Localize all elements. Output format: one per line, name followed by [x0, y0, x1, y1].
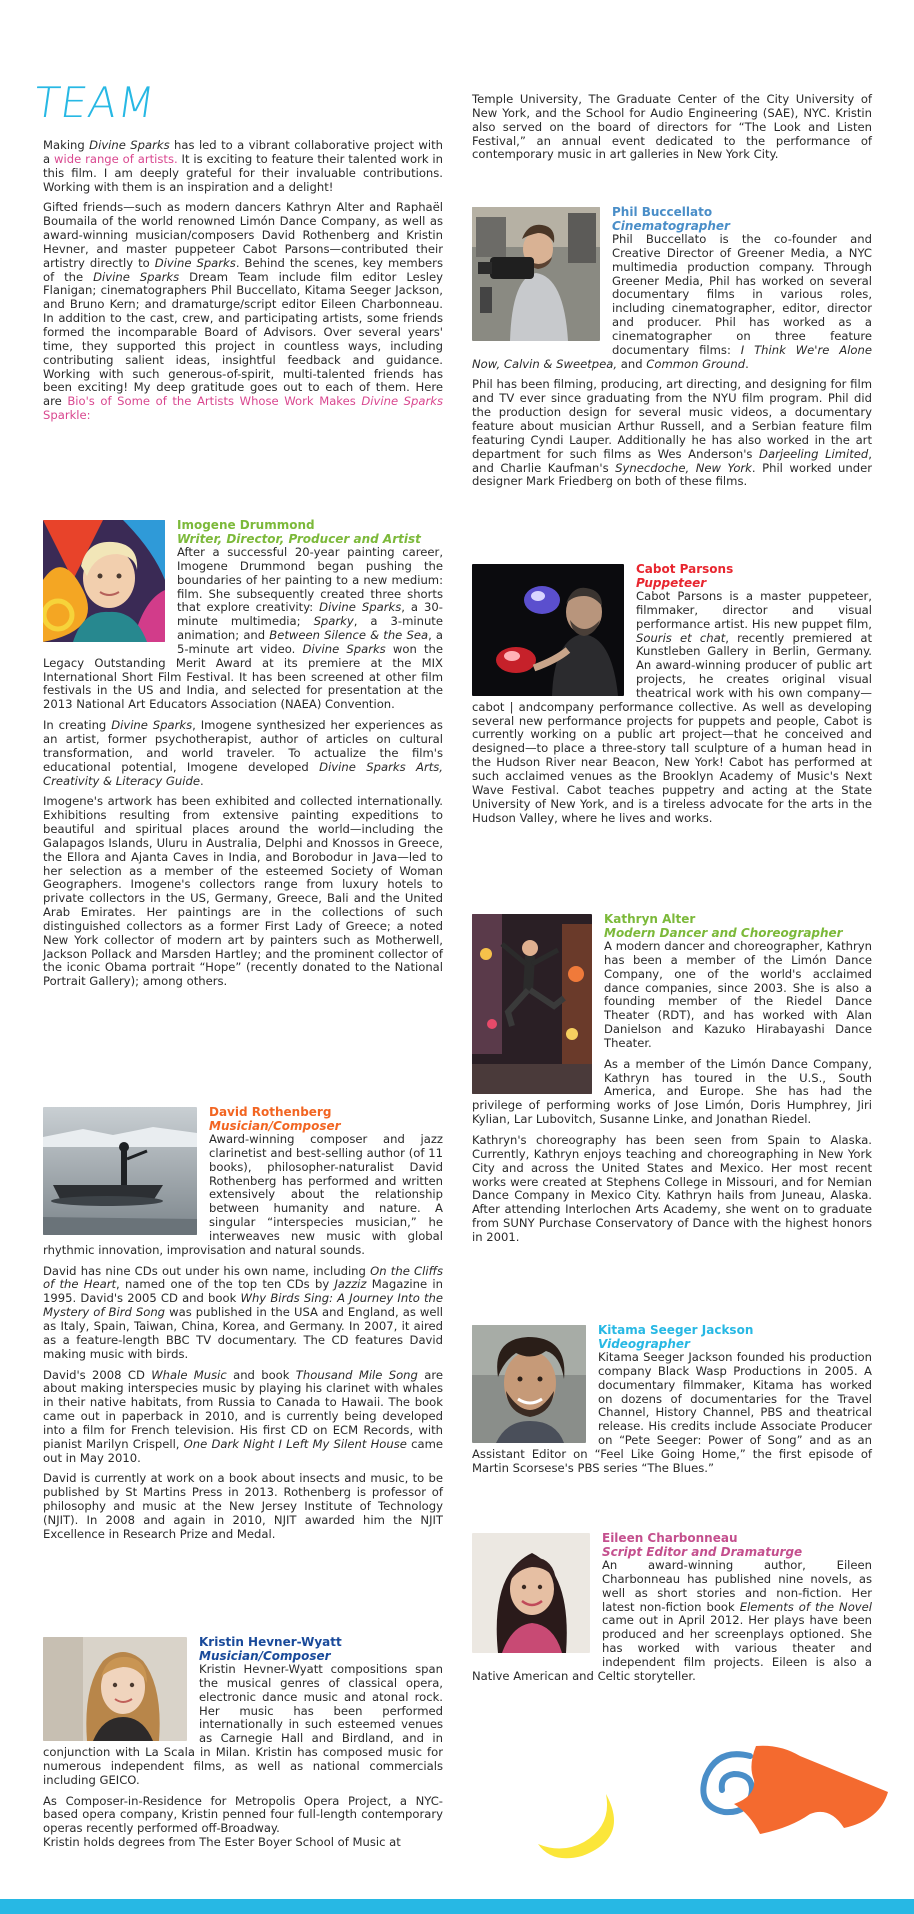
- imogene-paragraph-2: In creating Divine Sparks, Imogene synthesized her experiences as an artist, former psychotherapist, author of articles on cultural transformation, and world traveler. To actualize the film's educational potential, Imogene developed Divine Sparks Arts, Creativity & Literacy Guide.: [43, 718, 443, 788]
- bio-imogene: [43, 518, 443, 996]
- phil-role: Cinematographer: [612, 219, 730, 233]
- yellow-crescent-decoration: [536, 1792, 622, 1866]
- bios-link[interactable]: Bio's of Some of the Artists Whose Work Makes Divine Sparks Sparkle:: [43, 394, 443, 423]
- kathryn-role: Modern Dancer and Choreographer: [604, 926, 843, 940]
- kathryn-paragraph-1: A modern dancer and choreographer, Kathryn has been a member of the Limón Dance Company, one of the world's acclaimed dance companies, since 2003. She is also a founding member of the Riedel Dance Theater (RDT), and has worked with Alan Danielson and Kazuko Hirabayashi Dance Theater.: [604, 939, 872, 1050]
- eileen-role: Script Editor and Dramaturge: [602, 1545, 803, 1559]
- imogene-role: Writer, Director, Producer and Artist: [177, 532, 421, 546]
- bio-cabot: [472, 562, 872, 832]
- kitama-name: Kitama Seeger Jackson: [598, 1323, 754, 1337]
- phil-paragraph-1: Phil Buccellato is the co-founder and Creative Director of Greener Media, a NYC multimedia production company. Through Greener Media, Phil has worked on several documentary films in various roles, including cinematographer, editor, director and producer. Phil has worked as a cinematographer on three feature documentary films: I Think We're Alone Now, Calvin & Sweetpea, and Common Ground.: [472, 232, 872, 371]
- kathryn-photo: [472, 914, 592, 1094]
- david-paragraph-4: David is currently at work on a book about insects and music, to be published by St Martins Press in 2013. Rothenberg is professor of philosophy and music at the New Jersey Institute of Technology (NJIT). In 2008 and again in 2010, NJIT awarded him the NJIT Excellence in Research Prize and Medal.: [43, 1471, 443, 1541]
- cabot-role: Puppeteer: [636, 576, 707, 590]
- page-title: TEAM: [30, 78, 159, 127]
- imogene-name: Imogene Drummond: [177, 518, 315, 532]
- bio-david: [43, 1105, 443, 1549]
- artists-link[interactable]: wide range of artists.: [54, 151, 178, 166]
- phil-photo: [472, 207, 600, 341]
- bio-kristin: [43, 1635, 443, 1857]
- intro-paragraph-1: Making Divine Sparks has led to a vibrant collaborative project with a wide range of artists. It is exciting to feature their talented work in this film. I am deeply grateful for their invaluable contributions. Working with them is an inspiration and a delight!: [43, 138, 444, 194]
- imogene-paragraph-3: Imogene's artwork has been exhibited and collected internationally. Exhibitions resulting from extensive painting expeditions to beautiful and spiritual places around the world—including the Galapagos Islands, Uluru in Australia, Delphi and Knossos in Greece, the Ellora and Ajanta Caves in India, and Borobodur in Java—led to her selection as a member of the esteemed Society of Woman Geographers. Imogene's collectors range from luxury hotels to private collectors in the US, Germany, Greece, Bali and the United Arab Emirates. Her paintings are in the collections of such distinguished collectors as a former First Lady of Greece; a noted New York collector of modern art by painters such as Motherwell, Jackson Pollack and Marsden Hartley; and the prominent collector of the iconic Obama portrait “Hope” (recently donated to the National Portrait Gallery); among others.: [43, 794, 443, 989]
- bio-kitama: [472, 1323, 872, 1483]
- cabot-photo: [472, 564, 624, 696]
- david-photo: [43, 1107, 197, 1235]
- imogene-photo: [43, 520, 165, 642]
- kristin-role: Musician/Composer: [199, 1649, 331, 1663]
- kristin-paragraph-3-start: Kristin holds degrees from The Ester Boyer School of Music at: [43, 1835, 401, 1850]
- kathryn-name: Kathryn Alter: [604, 912, 696, 926]
- kitama-role: Videographer: [598, 1337, 690, 1351]
- phil-name: Phil Buccellato: [612, 205, 713, 219]
- eileen-photo: [472, 1533, 590, 1653]
- imogene-paragraph-1: After a successful 20-year painting career, Imogene Drummond began pushing the boundaries of her painting to a new medium: film. She subsequently created three shorts that explore creativity: Divine Sparks, a 30-minute multimedia; Sparky, a 3-minute animation; and Between Silence & the Sea, a 5-minute art video. Divine Sparks won the Legacy Outstanding Merit Award at its premiere at the MIX International Short Film Festival. It has been screened at other film festivals in the US and India, and selected for presentation at the 2013 National Art Educators Association (NAEA) Convention.: [43, 545, 443, 712]
- kitama-photo: [472, 1325, 586, 1443]
- eileen-name: Eileen Charbonneau: [602, 1531, 738, 1545]
- intro-paragraph-2: Gifted friends—such as modern dancers Kathryn Alter and Raphaël Boumaila of the world renowned Limón Dance Company, as well as award-winning musician/composers David Rothenberg and Kristin Hevner, and master puppeteer Cabot Parsons—contributed their artistry directly to Divine Sparks. Behind the scenes, key members of the Divine Sparks Dream Team include film editor Lesley Flanigan; cinematographers Phil Buccellato, Kitama Seeger Jackson, and Bruno Kern; and dramaturge/script editor Eileen Charbonneau. In addition to the cast, crew, and participating artists, some friends formed the incomparable Board of Advisors. Over several years' time, they supported this project in countless ways, including contributing salient ideas, insightful feedback and guidance. Working with such generous-of-spirit, multi-talented friends has been exciting! My deep gratitude goes out to each of them. Here are Bio's of Some of the Artists Whose Work Makes Divine Sparks Sparkle:: [43, 200, 444, 423]
- phil-paragraph-2: Phil has been filming, producing, art directing, and designing for film and TV ever since graduating from the NYU film program. Phil did the production design for several music videos, a documentary feature about musician Arthur Russell, and a Serbian feature film featuring Cyndi Lauper. Additionally he has also worked in the art department for such films as Wes Anderson's Darjeeling Limited, and Charlie Kaufman's Synecdoche, New York. Phil worked under designer Mark Friedberg on both of these films.: [472, 377, 872, 489]
- kristin-continued: [472, 93, 872, 169]
- eileen-paragraph-1: An award-winning author, Eileen Charbonneau has published nine novels, as well as short stories and non-fiction. Her latest non-fiction book Elements of the Novel came out in April 2012. Her plays have been produced and her screenplays optioned. She has worked with various theater and independent film projects. Eileen is also a Native American and Celtic storyteller.: [472, 1558, 873, 1683]
- david-name: David Rothenberg: [209, 1105, 332, 1119]
- bio-phil: [472, 205, 872, 496]
- kathryn-paragraph-2: As a member of the Limón Dance Company, Kathryn has toured in the U.S., South America, and Europe. She has had the privilege of performing works of Jose Limón, Doris Humphrey, Jiri Kylian, Lar Lubovitch, Susanne Linke, and Jonathan Riedel.: [472, 1056, 872, 1127]
- bio-kathryn: [472, 912, 872, 1252]
- david-paragraph-2: David has nine CDs out under his own name, including On the Cliffs of the Heart, named one of the top ten CDs by Jazziz Magazine in 1995. David's 2005 CD and book Why Birds Sing: A Journey Into the Mystery of Bird Song was published in the USA and England, as well as Italy, Spain, Taiwan, China, Korea, and Germany. In 2007, it aired as a feature-length BBC TV documentary. The CD features David making music with birds.: [43, 1263, 444, 1361]
- intro-section: [43, 139, 443, 430]
- kitama-paragraph-1: Kitama Seeger Jackson founded his production company Black Wasp Productions in 2005. A documentary filmmaker, Kitama has worked on dozens of documentaries for the Travel Channel, History Channel, PBS and theatrical release. His credits include Associate Producer on “Pete Seeger: Power of Song” and as an Assistant Editor on “Feel Like Going Home,” the first episode of Martin Scorsese's PBS series “The Blues.”: [472, 1350, 872, 1475]
- bottom-bar: [0, 1899, 914, 1914]
- kristin-paragraph-3-end: Temple University, The Graduate Center of the City University of New York, and the School for Audio Engineering (SAE), NYC. Kristin also served on the board of directors for “The Look and Listen Festival,” an annual event dedicated to the performance of contemporary music in art galleries in New York City.: [472, 92, 872, 162]
- kathryn-paragraph-3: Kathryn's choreography has been seen from Spain to Alaska. Currently, Kathryn enjoys teaching and choreographing in New York City and across the United States and Mexico. Her most recent works were created at Stephens College in Missouri, and for Nemian Dance Company in Mexico City. Kathryn hails from Juneau, Alaska. After attending Interlochen Arts Academy, she went on to graduate from SUNY Purchase Conservatory of Dance with the highest honors in 2001.: [472, 1132, 872, 1244]
- bio-eileen: [472, 1531, 872, 1691]
- david-paragraph-1: Award-winning composer and jazz clarinetist and best-selling author (of 11 books), philosopher-naturalist David Rothenberg has performed and written extensively about the relationship between humanity and nature. A singular “interspecies musician,” he interweaves new music with global rhythmic innovation, improvisation and natural sounds.: [43, 1132, 443, 1257]
- cabot-paragraph-1: Cabot Parsons is a master puppeteer, filmmaker, director and visual performance artist. His new puppet film, Souris et chat, recently premiered at Kunstleben Gallery in Berlin, Germany. An award-winning producer of public art projects, he creates original visual theatrical work with his own company—cabot | andcompany performance collective. As well as developing several new performance projects for puppets and people, Cabot is currently working on a public art project—that he conceived and designed—to place a three-story tall sculpture of a human head in the Hudson River near Beacon, New York! Cabot has performed at such acclaimed venues as the Brooklyn Academy of Music's Next Wave Festival. Cabot teaches puppetry and acting at the State University of New York, and is a tireless advocate for the arts in the Hudson Valley, where he lives and works.: [472, 589, 872, 825]
- orange-shape-decoration: [720, 1744, 890, 1844]
- david-role: Musician/Composer: [209, 1119, 341, 1133]
- kristin-paragraph-1: Kristin Hevner-Wyatt compositions span the musical genres of classical opera, electronic dance music and atonal rock. Her music has been performed internationally in such esteemed venues as Carnegie Hall and Birdland, and in conjunction with La Scala in Milan. Kristin has composed music for numerous independent films, as well as national commercials including GEICO.: [43, 1662, 443, 1787]
- cabot-name: Cabot Parsons: [636, 562, 734, 576]
- david-paragraph-3: David's 2008 CD Whale Music and book Thousand Mile Song are about making interspecies music by playing his clarinet with whales in their native habitats, from Russia to Canada to Hawaii. The book came out in paperback in 2010, and is currently being developed into a film for French television. His first CD on ECM Records, with pianist Marilyn Crispell, One Dark Night I Left My Silent House came out in May 2010.: [43, 1367, 443, 1465]
- kristin-photo: [43, 1637, 187, 1741]
- kristin-name: Kristin Hevner-Wyatt: [199, 1635, 342, 1649]
- kristin-paragraph-2: As Composer-in-Residence for Metropolis Opera Project, a NYC-based opera company, Kristin penned four full-length contemporary operas recently performed off-Broadway.: [43, 1793, 443, 1836]
